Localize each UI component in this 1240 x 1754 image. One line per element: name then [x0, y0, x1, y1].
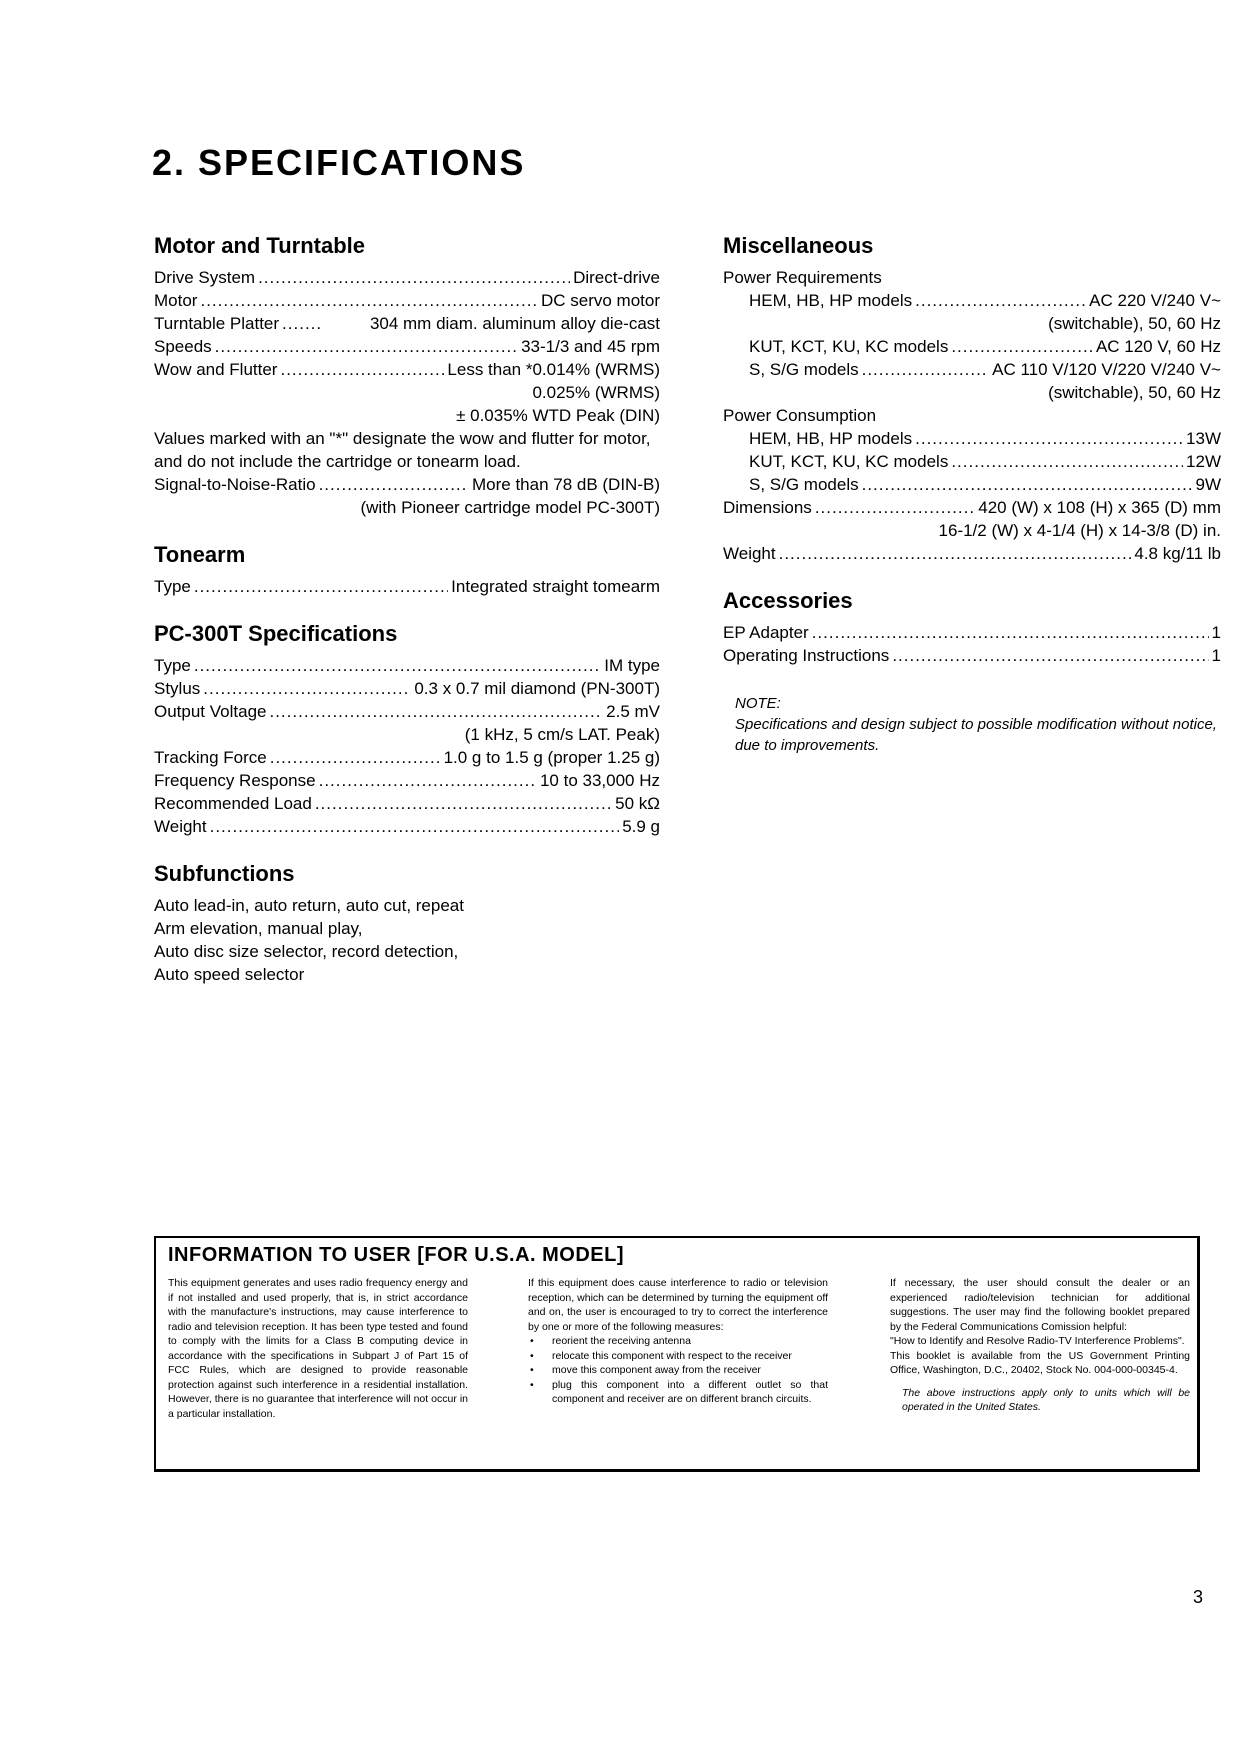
pc300t-heading: PC-300T Specifications [154, 621, 398, 646]
spec-row-cartridge-type [154, 654, 660, 677]
spec-value: 33-1/3 and 45 rpm [521, 337, 660, 356]
spec-value: Less than *0.014% (WRMS) [447, 360, 660, 379]
spec-value: AC 110 V/120 V/220 V/240 V~ [992, 360, 1221, 379]
spec-row-operating-instructions [723, 644, 1221, 667]
spec-label: Motor [154, 291, 198, 310]
spec-continuation: 0.025% (WRMS) [532, 383, 660, 402]
spec-label: Turntable Platter [154, 314, 280, 333]
spec-label: HEM, HB, HP models [749, 291, 913, 310]
info-intro: If this equipment does cause interference to radio or television reception, which can be determined by turning the equipment off and on, the user is encouraged to try to correct the interference by one or more of the following measures: [528, 1277, 828, 1333]
spec-label: Recommended Load [154, 794, 312, 813]
info-note: The above instructions apply only to units which will be operated in the United States. [902, 1386, 1190, 1413]
spec-value: 1 [1211, 623, 1221, 642]
spec-continuation: (1 kHz, 5 cm/s LAT. Peak) [464, 725, 660, 744]
spec-value: 1.0 g to 1.5 g (proper 1.25 g) [443, 748, 660, 767]
spec-label: Signal-to-Noise-Ratio [154, 475, 316, 494]
info-measures-list [528, 1334, 828, 1407]
info-paragraph: If necessary, the user should consult the dealer or an experienced radio/television technician for additional suggestions. The user may find the following booklet prepared by the Federal Communications Comission helpful: [890, 1277, 1190, 1333]
info-column-1: This equipment generates and uses radio frequency energy and if not installed and used properly, that is, in strict accordance with the manufacture's instructions, may cause interference to radio and television reception. It has been type tested and found to comply with the limits for a Class B computing device in accordance with the specifications in Subpart J of Part 15 of FCC Rules, which are designed to provide reasonable protection against such interference in a residential installation. However, there is no guarantee that interference will not occur in a particular installation. [168, 1277, 468, 1420]
spec-value: IM type [604, 656, 660, 675]
spec-label: Tracking Force [154, 748, 267, 767]
subfunction-line: Auto speed selector [154, 965, 305, 984]
spec-row-motor [154, 289, 660, 312]
power-requirements-label: Power Requirements [723, 268, 882, 287]
spec-row-pr-hem [723, 289, 1221, 312]
left-column [154, 232, 660, 986]
subfunction-line: Arm elevation, manual play, [154, 919, 363, 938]
spec-continuation: (with Pioneer cartridge model PC-300T) [360, 498, 660, 517]
spec-value: 5.9 g [622, 817, 660, 836]
list-item: • move this component away from the receiver [528, 1363, 828, 1378]
page-number: 3 [1193, 1587, 1204, 1607]
spec-label: Speeds [154, 337, 212, 356]
spec-row-wow-flutter [154, 358, 660, 381]
spec-label: KUT, KCT, KU, KC models [749, 337, 949, 356]
list-item: • reorient the receiving antenna [528, 1334, 828, 1349]
spec-row-tonearm-type [154, 575, 660, 598]
motor-turntable-heading: Motor and Turntable [154, 233, 366, 258]
note-title: NOTE: [735, 695, 781, 712]
spec-label: Dimensions [723, 498, 812, 517]
spec-value: 420 (W) x 108 (H) x 365 (D) mm [978, 498, 1221, 517]
spec-row-speeds [154, 335, 660, 358]
info-title: INFORMATION TO USER [FOR U.S.A. MODEL] [168, 1244, 625, 1266]
page-title: 2. SPECIFICATIONS [152, 142, 526, 183]
wow-flutter-note: Values marked with an "*" designate the wow and flutter for motor, and do not include the cartridge or tonearm load. [154, 429, 651, 471]
spec-label: Wow and Flutter [154, 360, 278, 379]
spec-label: KUT, KCT, KU, KC models [749, 452, 949, 471]
spec-value: DC servo motor [540, 291, 660, 310]
spec-value: 2.5 mV [606, 702, 660, 721]
spec-label: HEM, HB, HP models [749, 429, 913, 448]
info-paragraph: "How to Identify and Resolve Radio-TV Interference Problems". [890, 1335, 1185, 1347]
subfunction-line: Auto lead-in, auto return, auto cut, repeat [154, 896, 464, 915]
spec-row-ep-adapter [723, 621, 1221, 644]
spec-row-platter [154, 312, 660, 335]
list-item: • plug this component into a different outlet so that component and receiver are on different branch circuits. [528, 1378, 828, 1407]
spec-row-cartridge-weight [154, 815, 660, 838]
spec-label: S, S/G models [749, 475, 859, 494]
list-item: • relocate this component with respect to the receiver [528, 1349, 828, 1364]
subfunctions-heading: Subfunctions [154, 861, 295, 886]
spec-row-pr-s [723, 358, 1221, 381]
note-text: Specifications and design subject to possible modification without notice, due to improvements. [735, 716, 1217, 754]
spec-continuation: (switchable), 50, 60 Hz [1048, 383, 1221, 402]
spec-value: AC 220 V/240 V~ [1089, 291, 1221, 310]
spec-value: 304 mm diam. aluminum alloy die-cast [369, 314, 660, 333]
spec-row-output-voltage [154, 700, 660, 723]
spec-label: Weight [154, 817, 207, 836]
spec-row-pc-hem [723, 427, 1221, 450]
spec-label: Weight [723, 544, 776, 563]
spec-continuation: 16-1/2 (W) x 4-1/4 (H) x 14-3/8 (D) in. [938, 521, 1221, 540]
spec-continuation: (switchable), 50, 60 Hz [1048, 314, 1221, 333]
spec-label: Drive System [154, 268, 256, 287]
spec-row-pc-s [723, 473, 1221, 496]
spec-value: 13W [1186, 429, 1221, 448]
spec-row-dimensions [723, 496, 1221, 519]
miscellaneous-heading: Miscellaneous [723, 233, 874, 258]
subfunction-line: Auto disc size selector, record detection, [154, 942, 459, 961]
spec-label: Operating Instructions [723, 646, 890, 665]
spec-row-pr-kut [723, 335, 1221, 358]
spec-row-drive-system [154, 266, 660, 289]
info-column-3 [890, 1276, 1190, 1415]
info-column-2 [528, 1276, 828, 1407]
spec-value: 10 to 33,000 Hz [539, 771, 660, 790]
spec-label: Frequency Response [154, 771, 316, 790]
info-paragraph: This booklet is available from the US Government Printing Office, Washington, D.C., 20402, Stock No. 004-000-00345-4. [890, 1349, 1190, 1376]
spec-label: Type [154, 656, 191, 675]
spec-value: Integrated straight tomearm [451, 577, 660, 596]
spec-row-snr [154, 473, 660, 496]
spec-value: AC 120 V, 60 Hz [1095, 337, 1221, 356]
spec-label: Output Voltage [154, 702, 267, 721]
spec-row-weight [723, 542, 1221, 565]
accessories-heading: Accessories [723, 588, 853, 613]
spec-row-frequency-response [154, 769, 660, 792]
spec-value: More than 78 dB (DIN-B) [471, 475, 660, 494]
spec-row-stylus [154, 677, 660, 700]
spec-label: Type [154, 577, 191, 596]
spec-value: 1 [1211, 646, 1221, 665]
spec-label: S, S/G models [749, 360, 859, 379]
spec-value: 50 kΩ [615, 794, 660, 813]
spec-row-recommended-load [154, 792, 660, 815]
spec-row-tracking-force [154, 746, 660, 769]
spec-value: Direct-drive [573, 268, 660, 287]
right-column [723, 232, 1221, 756]
spec-value: 9W [1195, 475, 1221, 494]
spec-value: 4.8 kg/11 lb [1134, 544, 1221, 563]
spec-label: EP Adapter [723, 623, 809, 642]
tonearm-heading: Tonearm [154, 542, 246, 567]
spec-label: Stylus [154, 679, 201, 698]
power-consumption-label: Power Consumption [723, 406, 877, 425]
information-to-user-box [154, 1236, 1200, 1472]
spec-row-pc-kut [723, 450, 1221, 473]
note-block [723, 693, 1221, 756]
spec-value: 12W [1186, 452, 1221, 471]
spec-value: 0.3 x 0.7 mil diamond (PN-300T) [414, 679, 660, 698]
spec-continuation: ± 0.035% WTD Peak (DIN) [456, 406, 660, 425]
